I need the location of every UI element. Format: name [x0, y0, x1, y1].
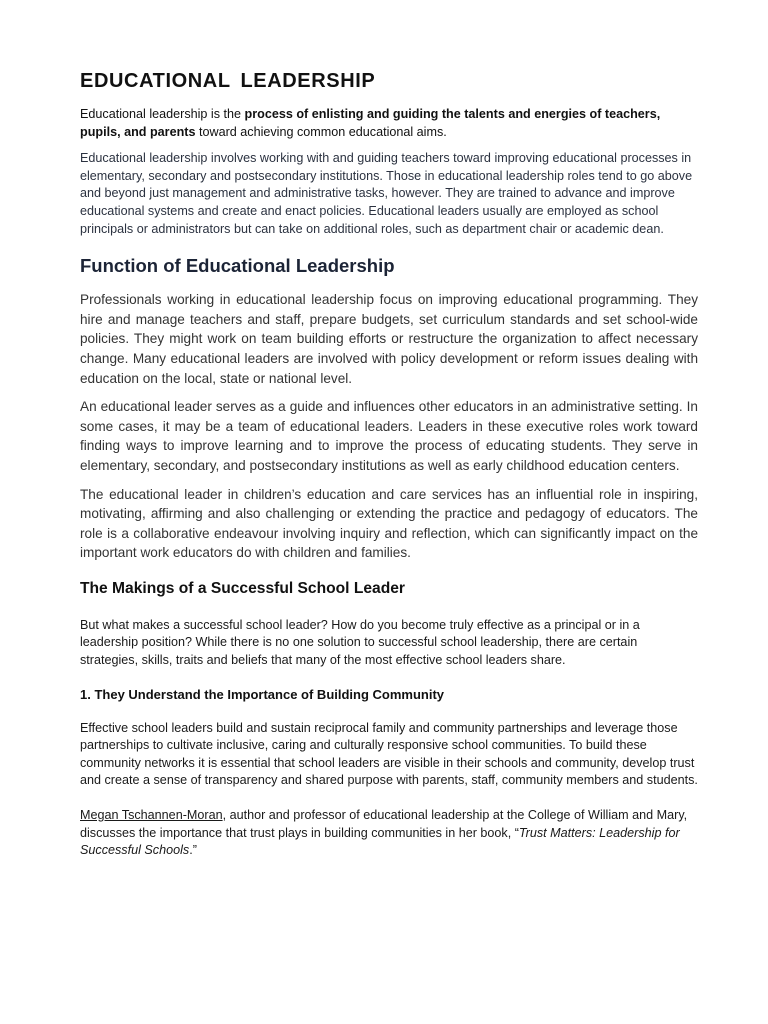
document-title: EDUCATIONAL LEADERSHIP [80, 70, 376, 92]
makings-heading: The Makings of a Successful School Leader [80, 579, 405, 597]
community-heading: 1. They Understand the Importance of Building Community [80, 686, 445, 702]
function-heading: Function of Educational Leadership [80, 255, 395, 277]
author-link[interactable]: Megan Tschannen-Moran [80, 808, 223, 823]
intro-paragraph [80, 106, 698, 141]
intro-bold-text: process of enlisting and guiding the talents and energies of teachers, pupils, and parents [80, 107, 661, 139]
megan-paragraph [80, 807, 698, 860]
book-title: Trust Matters: Leadership for Successful Schools [80, 825, 680, 858]
involves-paragraph: Educational leadership involves working with and guiding teachers toward improving educational processes in elementary, secondary and postsecondary institutions. Those in educational leadership roles tend to go above and beyond just management and administrative tasks, however. They are trained to advance and improve educational systems and create and enact policies. Educational leaders usually are employed as school principals or administrators but can take on additional roles, such as department chair or academic dean. [80, 151, 693, 236]
megan-text: , author and professor of educational leadership at the College of William and Mary, discusses the importance that trust plays in building communities in her book, “ [80, 808, 688, 840]
function-paragraph: The educational leader in children’s education and care services has an influential role in inspiring, motivating, affirming and also challenging or extending the practice and pedagogy of educators. The role is a collaborative endeavour involving inquiry and reflection, which can significantly impact on the important work educators do with children and families. [80, 486, 698, 561]
function-paragraph: Professionals working in educational leadership focus on improving educational programming. They hire and manage teachers and staff, prepare budgets, set curriculum standards and set school-wide policies. They might work on team building efforts or restructure the organization to affect necessary change. Many educational leaders are involved with policy development or reform issues dealing with education on the local, state or national level. [80, 292, 698, 386]
megan-text-end: .” [189, 843, 197, 858]
intro-text: Educational leadership is the [80, 107, 245, 121]
makings-paragraph: But what makes a successful school leader? How do you become truly effective as a principal or in a leadership position? While there is no one solution to successful school leadership, there are certain strategies, skills, traits and beliefs that many of the most effective school leaders share. [80, 617, 640, 668]
document-page [80, 70, 698, 877]
intro-text-end: toward achieving common educational aims. [195, 124, 447, 139]
function-paragraph: An educational leader serves as a guide and influences other educators in an administrative setting. In some cases, it may be a team of educational leaders. Leaders in these executive roles work toward finding ways to improve learning and to improve the process of educating students. They serve in elementary, secondary, and postsecondary institutions as well as early childhood education centers. [80, 399, 698, 473]
community-paragraph: Effective school leaders build and sustain reciprocal family and community partnerships and leverage those partnerships to cultivate inclusive, caring and culturally responsive school communities. To build these community networks it is essential that school leaders are visible in their schools and community, develop trust and create a sense of transparency and shared purpose with parents, staff, community members and students. [80, 720, 698, 788]
